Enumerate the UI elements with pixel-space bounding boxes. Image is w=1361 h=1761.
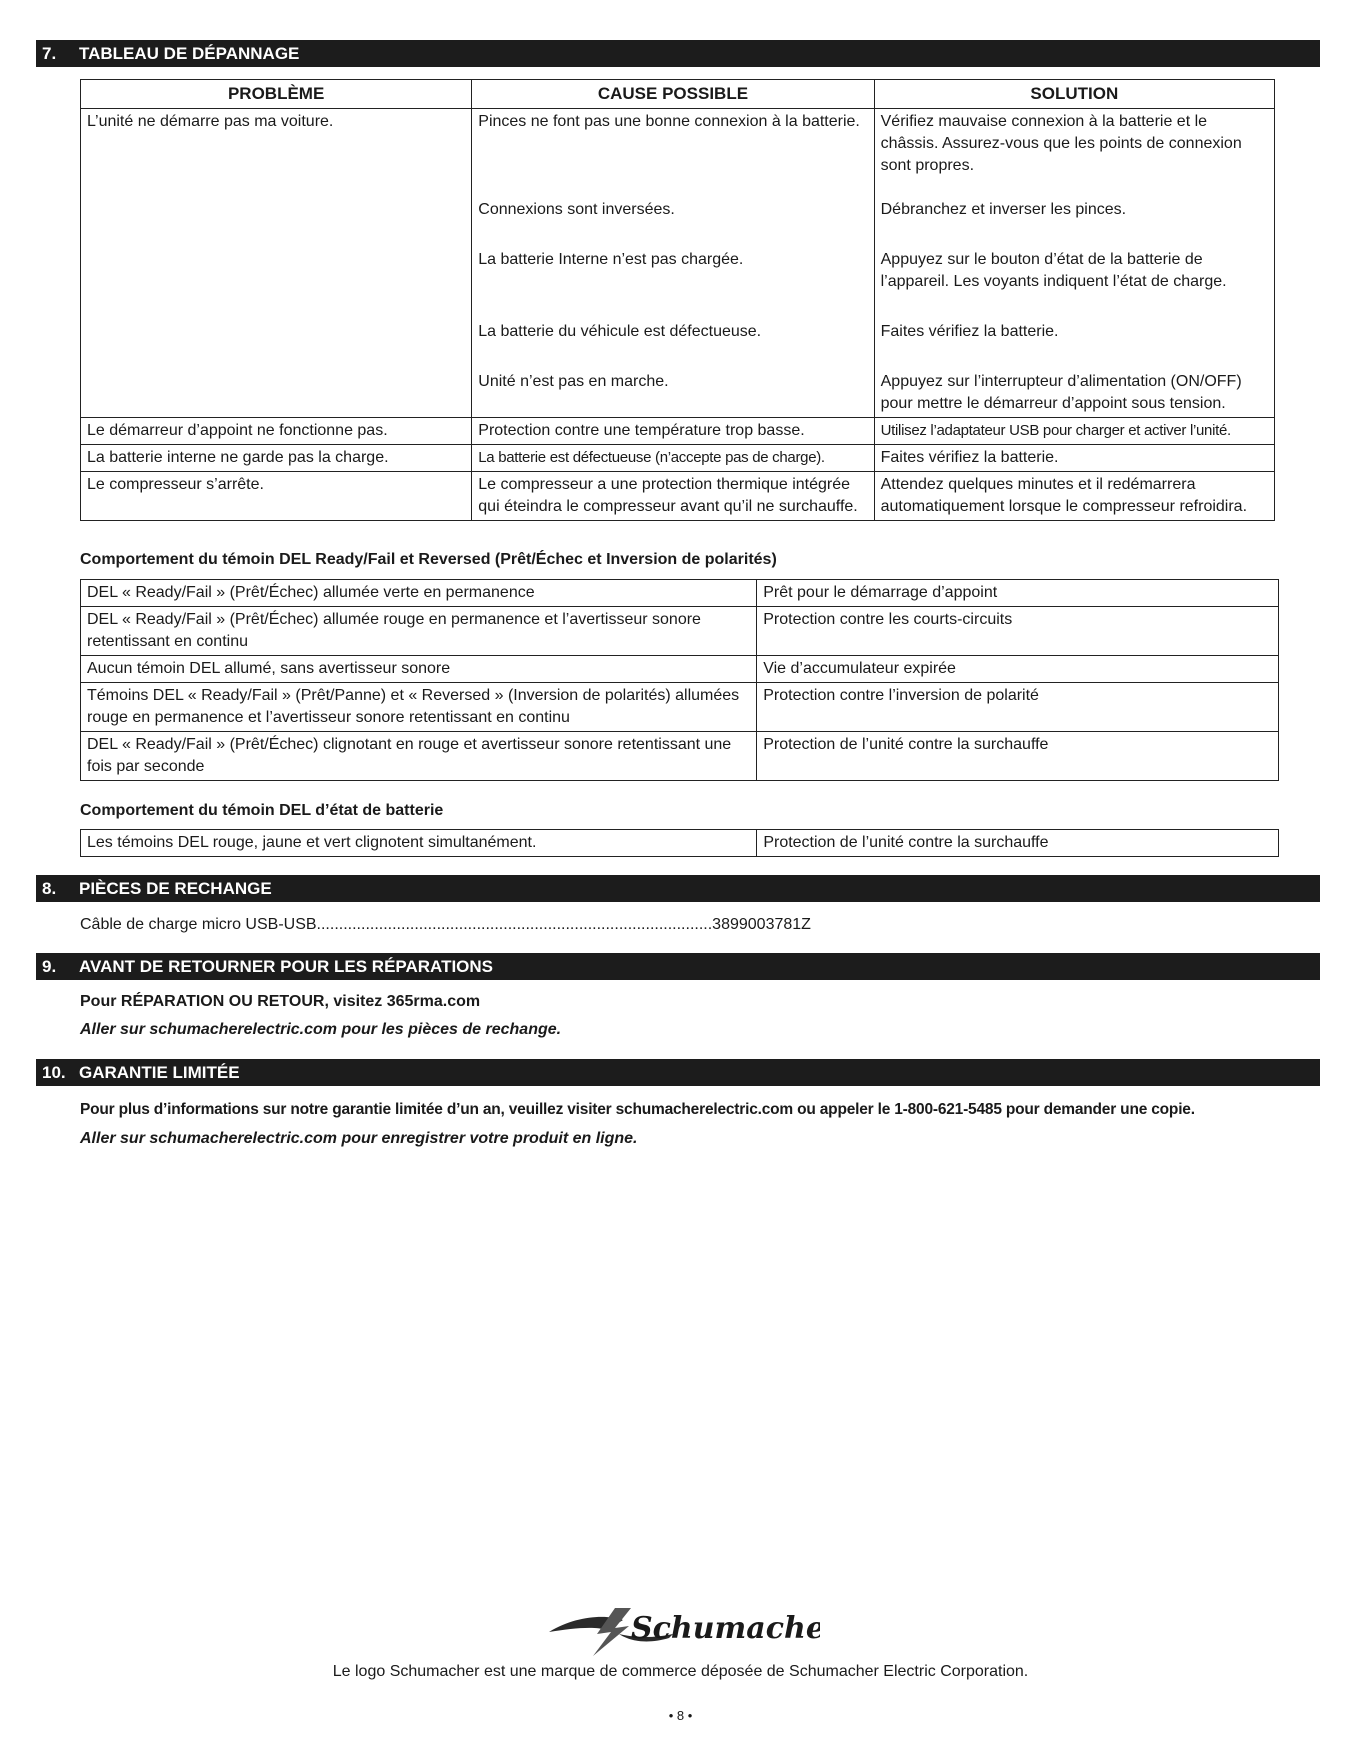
section-number: 8. — [42, 879, 57, 898]
table-row — [81, 607, 1279, 656]
battery-led-table — [80, 829, 1279, 857]
solution-item: Vérifiez mauvaise connexion à la batterie et le châssis. Assurez-vous que les points de connexion sont propres. — [880, 113, 1242, 174]
table-row — [81, 683, 1279, 732]
led-meaning-cell: Protection de l’unité contre la surchauffe — [757, 830, 1279, 857]
led-meaning-cell: Protection contre les courts-circuits — [757, 607, 1279, 656]
schumacher-logo — [545, 1604, 820, 1656]
cause-cell: Le compresseur a une protection thermique intégrée qui éteindra le compresseur avant qu’il ne surchauffe. — [472, 472, 874, 521]
lightning-bolt-icon — [545, 1604, 820, 1656]
section-title: PIÈCES DE RECHANGE — [79, 879, 272, 898]
trademark-notice: Le logo Schumacher est une marque de commerce déposée de Schumacher Electric Corporation. — [332, 1663, 1029, 1680]
led-behavior-table — [80, 579, 1279, 781]
table-row — [81, 580, 1279, 607]
cause-item: Connexions sont inversées. — [478, 201, 675, 218]
led-state-cell: Les témoins DEL rouge, jaune et vert clignotent simultanément. — [81, 830, 757, 857]
cause-cell: La batterie est défectueuse (n’accepte pas de charge). — [472, 445, 874, 472]
section-7-header — [36, 40, 1320, 67]
cause-cell: Protection contre une température trop basse. — [472, 418, 874, 445]
cause-item: La batterie du véhicule est défectueuse. — [478, 323, 762, 340]
section-number: 7. — [42, 44, 57, 63]
section-title: AVANT DE RETOURNER POUR LES RÉPARATIONS — [79, 957, 494, 976]
cause-item: Pinces ne font pas une bonne connexion à la batterie. — [478, 113, 860, 130]
table-row — [81, 472, 1275, 521]
led-state-cell: DEL « Ready/Fail » (Prêt/Échec) clignotant en rouge et avertisseur sonore retentissant une fois par seconde — [81, 732, 757, 781]
cause-cell — [472, 109, 874, 418]
solution-item: Appuyez sur le bouton d’état de la batterie de l’appareil. Les voyants indiquent l’état de charge. — [880, 251, 1227, 290]
solution-item: Faites vérifiez la batterie. — [880, 323, 1059, 340]
solution-item: Débranchez et inverser les pinces. — [880, 201, 1127, 218]
problem-cell: La batterie interne ne garde pas la charge. — [81, 445, 472, 472]
section-10-header — [36, 1059, 1320, 1086]
table-header-row — [81, 80, 1275, 109]
column-header-cause: CAUSE POSSIBLE — [472, 80, 874, 109]
warranty-info-line: Pour plus d’informations sur notre garantie limitée d’un an, veuillez visiter schumacherelectric.com ou appeler le 1-800-621-5485 pour demander une copie. — [80, 1101, 1195, 1118]
table-row — [81, 109, 1275, 418]
table-row — [81, 656, 1279, 683]
cause-item: Unité n’est pas en marche. — [478, 373, 669, 390]
led-meaning-cell: Protection contre l’inversion de polarité — [757, 683, 1279, 732]
page-number: • 8 • — [668, 1708, 693, 1723]
led-behavior-heading: Comportement du témoin DEL Ready/Fail et Reversed (Prêt/Échec et Inversion de polarités) — [80, 551, 777, 568]
led-state-cell: Témoins DEL « Ready/Fail » (Prêt/Panne) et « Reversed » (Inversion de polarités) allumées rouge en permanence et l’avertisseur sonore retentissant en continu — [81, 683, 757, 732]
table-row — [81, 732, 1279, 781]
led-state-cell: DEL « Ready/Fail » (Prêt/Échec) allumée verte en permanence — [81, 580, 757, 607]
table-row — [81, 445, 1275, 472]
led-state-cell: Aucun témoin DEL allumé, sans avertisseur sonore — [81, 656, 757, 683]
solution-cell: Attendez quelques minutes et il redémarrera automatiquement lorsque le compresseur refroidira. — [874, 472, 1274, 521]
section-number: 10. — [42, 1063, 66, 1082]
section-title: TABLEAU DE DÉPANNAGE — [79, 44, 300, 63]
section-9-header — [36, 953, 1320, 980]
table-row — [81, 830, 1279, 857]
section-number: 9. — [42, 957, 57, 976]
table-row — [81, 418, 1275, 445]
replacement-part-line: Câble de charge micro USB-USB.........................................................................................3899003781Z — [80, 916, 811, 933]
problem-cell: Le compresseur s’arrête. — [81, 472, 472, 521]
repair-return-line: Pour RÉPARATION OU RETOUR, visitez 365rma.com — [80, 993, 481, 1010]
problem-cell: L’unité ne démarre pas ma voiture. — [81, 109, 472, 418]
troubleshooting-table — [80, 79, 1275, 521]
section-title: GARANTIE LIMITÉE — [79, 1063, 240, 1082]
section-8-header — [36, 875, 1320, 902]
logo-wordmark: Schumacher — [631, 1611, 820, 1646]
column-header-problem: PROBLÈME — [81, 80, 472, 109]
solution-cell — [874, 109, 1274, 418]
battery-led-heading: Comportement du témoin DEL d’état de batterie — [80, 802, 444, 819]
solution-cell: Utilisez l’adaptateur USB pour charger et activer l’unité. — [874, 418, 1274, 445]
led-meaning-cell: Prêt pour le démarrage d’appoint — [757, 580, 1279, 607]
solution-cell: Faites vérifiez la batterie. — [874, 445, 1274, 472]
led-state-cell: DEL « Ready/Fail » (Prêt/Échec) allumée rouge en permanence et l’avertisseur sonore retentissant en continu — [81, 607, 757, 656]
column-header-solution: SOLUTION — [874, 80, 1274, 109]
warranty-register-note: Aller sur schumacherelectric.com pour enregistrer votre produit en ligne. — [80, 1130, 638, 1147]
solution-item: Appuyez sur l’interrupteur d’alimentation (ON/OFF) pour mettre le démarreur d’appoint sous tension. — [880, 373, 1242, 412]
cause-item: La batterie Interne n’est pas chargée. — [478, 251, 744, 268]
replacement-parts-note: Aller sur schumacherelectric.com pour les pièces de rechange. — [80, 1021, 562, 1038]
led-meaning-cell: Vie d’accumulateur expirée — [757, 656, 1279, 683]
led-meaning-cell: Protection de l’unité contre la surchauffe — [757, 732, 1279, 781]
problem-cell: Le démarreur d’appoint ne fonctionne pas. — [81, 418, 472, 445]
